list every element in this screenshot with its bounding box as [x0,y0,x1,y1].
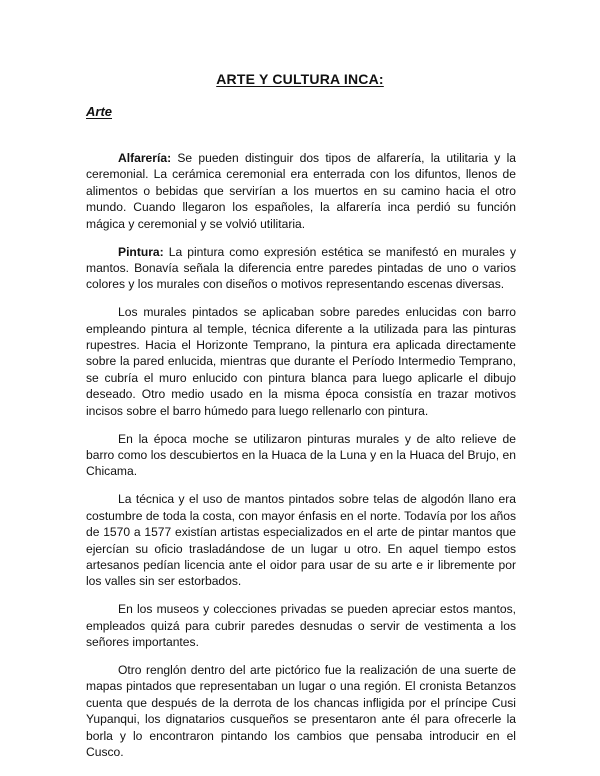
paragraph-text: En la época moche se utilizaron pinturas murales y de alto relieve de barro como los descubiertos en la Huaca de la Luna y en la Huaca del Brujo, en Chicama. [86,431,516,479]
paragraph-text: Otro renglón dentro del arte pictórico fue la realización de una suerte de mapas pintados que representaban un lugar o una región. El cronista Betanzos cuenta que después de la derrota de los chancas infligida por el príncipe Cusi Yupanqui, los dignatarios cusqueños se presentaron ante él para ofrecerle la borla y lo encontraron pintando los cambios que pensaba introducir en el Cusco. [86,662,516,759]
paragraph-label: Alfarería: [118,151,172,165]
paragraph-text: Se pueden distinguir dos tipos de alfarería, la utilitaria y la ceremonial. La cerámica ceremonial era enterrada con los difuntos, llenos de alimentos o bebidas que servirían a los muertos en su camino hacia el otro mundo. Cuando llegaron los españoles, la alfarería inca perdió su función mágica y ceremonial y se volvió utilitaria. [86,151,516,231]
paragraph-text: Los murales pintados se aplicaban sobre paredes enlucidas con barro empleando pintura al temple, técnica diferente a la utilizada para las pinturas rupestres. Hacia el Horizonte Temprano, la pintura era aplicada directamente sobre la pared enlucida, mientras que durante el Período Intermedio Temprano, se cubría el muro enlucido con pintura blanca para luego aplicarle el dibujo deseado. Otro medio usado en la misma época consistía en trazar motivos incisos sobre el barro húmedo para luego rellenarlo con pintura. [86,305,516,418]
paragraph-mantos [86,491,516,589]
paragraph-text: En los museos y colecciones privadas se pueden apreciar estos mantos, empleados quizá para cubrir paredes desnudas o servir de vestimenta a los señores importantes. [86,602,516,650]
section-heading-arte: Arte [86,104,113,119]
paragraph-museos [86,601,516,650]
page-title: ARTE Y CULTURA INCA: [216,71,384,87]
paragraph-moche [86,431,516,480]
paragraph-pintura [86,244,516,293]
document-body [86,150,516,772]
paragraph-murales [86,304,516,419]
paragraph-text: La técnica y el uso de mantos pintados sobre telas de algodón llano era costumbre de toda la costa, con mayor énfasis en el norte. Todavía por los años de 1570 a 1577 existían artistas especializados en el arte de pintar mantos que ejercían su oficio trasladándose de un lugar u otro. En aquel tiempo estos artesanos pedían licencia ante el oidor para usar de su arte e ir libremente por los valles sin ser estorbados. [86,492,516,589]
paragraph-text: La pintura como expresión estética se manifestó en murales y mantos. Bonavía señala la diferencia entre paredes pintadas de uno o varios colores y los murales con diseños o motivos representando escenas diversas. [86,244,516,292]
paragraph-mapas [86,662,516,760]
paragraph-label: Pintura: [118,244,164,259]
paragraph-alfareria [86,150,516,232]
